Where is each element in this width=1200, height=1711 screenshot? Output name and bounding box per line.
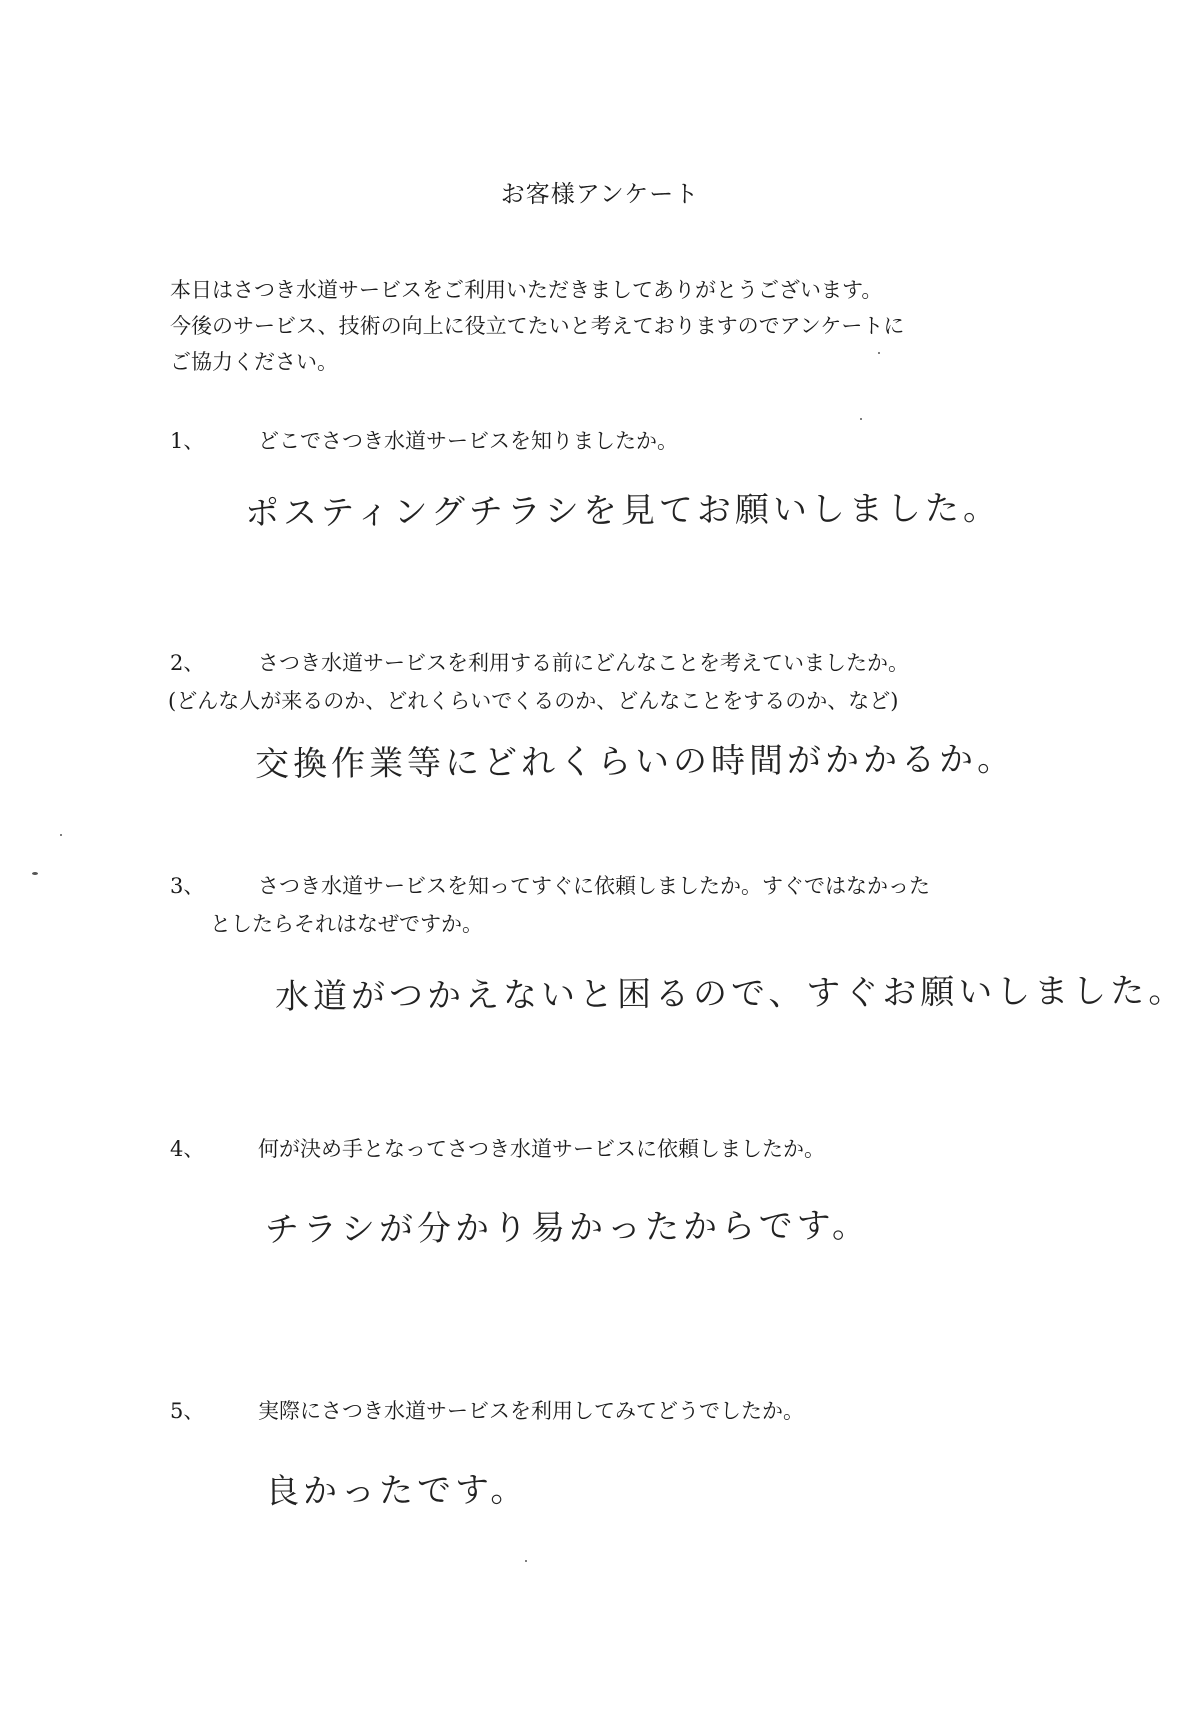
answer-1: ポスティングチラシを見てお願いしました。 <box>244 488 1002 534</box>
page-title: お客様アンケート <box>500 180 700 208</box>
answer-3: 水道がつかえないと困るので、すぐお願いしました。 <box>274 970 1187 1018</box>
question-text: 何が決め手となってさつき水道サービスに依頼しましたか。 <box>258 1137 825 1161</box>
question-number: 4、 <box>170 1137 205 1161</box>
question-number: 3、 <box>170 874 205 898</box>
question-text: さつき水道サービスを知ってすぐに依頼しましたか。すぐではなかった <box>258 874 930 898</box>
question-5 <box>170 1395 804 1425</box>
question-2-note: (どんな人が来るのか、どれくらいでくるのか、どんなことをするのか、など) <box>168 689 899 713</box>
question-3-note: としたらそれはなぜですか。 <box>210 912 483 936</box>
question-text: 実際にさつき水道サービスを利用してみてどうでしたか。 <box>258 1399 804 1423</box>
answer-2: 交換作業等にどれくらいの時間がかかるか。 <box>254 739 1016 785</box>
intro-text <box>170 272 1070 380</box>
scan-speck <box>60 834 62 836</box>
question-text: どこでさつき水道サービスを知りましたか。 <box>258 429 678 453</box>
scan-speck <box>32 872 38 875</box>
answer-5: 良かったです。 <box>264 1470 529 1512</box>
answer-4: チラシが分かり易かったからです。 <box>264 1205 871 1251</box>
intro-line: ご協力ください。 <box>170 350 338 374</box>
question-2 <box>170 647 909 677</box>
question-3 <box>170 870 930 900</box>
scan-speck <box>860 418 862 420</box>
question-number: 2、 <box>170 651 205 675</box>
scan-speck <box>878 352 880 354</box>
scan-speck <box>525 1560 527 1562</box>
intro-line: 今後のサービス、技術の向上に役立てたいと考えておりますのでアンケートに <box>170 314 905 338</box>
intro-line: 本日はさつき水道サービスをご利用いただきましてありがとうございます。 <box>170 278 883 302</box>
question-text: さつき水道サービスを利用する前にどんなことを考えていましたか。 <box>258 651 909 675</box>
question-number: 5、 <box>170 1399 205 1423</box>
question-1 <box>170 425 678 455</box>
question-4 <box>170 1133 825 1163</box>
question-number: 1、 <box>170 429 205 453</box>
